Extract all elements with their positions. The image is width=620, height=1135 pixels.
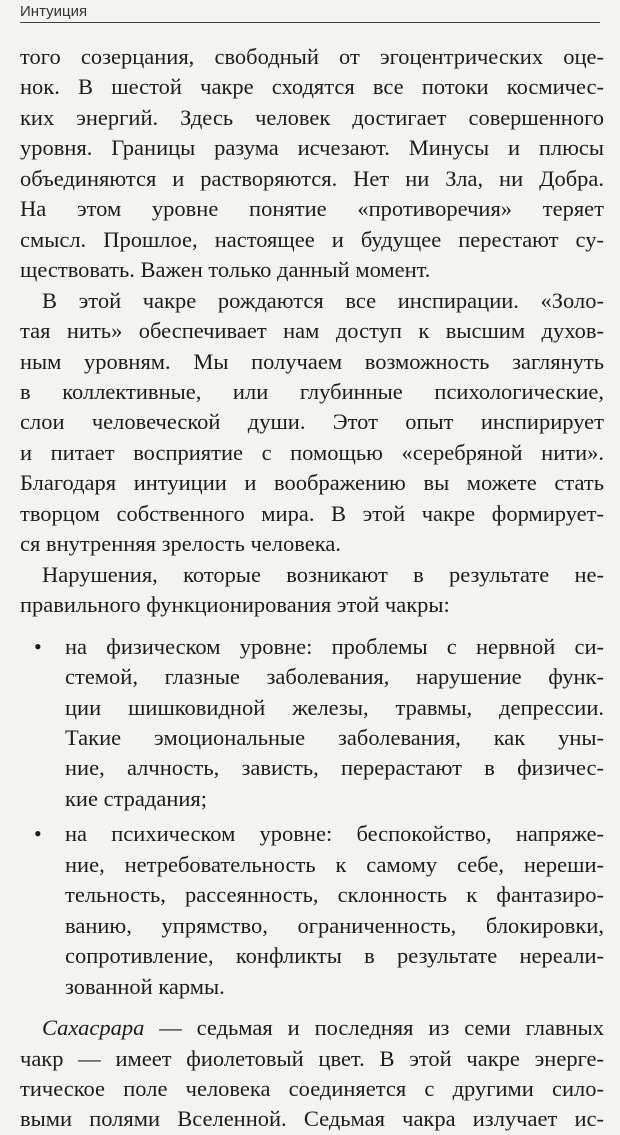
text-line: ществовать. Важен только данный момент. <box>20 257 431 283</box>
text-line: ции шишковидной железы, травмы, депрессии. <box>65 694 604 720</box>
text-line: чакр — имеет фиолетовый цвет. В этой чакре энерге- <box>20 1045 604 1071</box>
text-line: ких энергий. Здесь человек достигает совершенного <box>20 104 604 130</box>
text-line: стемой, глазные заболевания, нарушение функ- <box>65 664 604 690</box>
text-line: ние, алчность, зависть, перерастают в физичес- <box>65 755 604 781</box>
text-line: тая нить» обеспечивает нам доступ к высшим духов- <box>20 318 604 344</box>
text-line: смысл. Прошлое, настоящее и будущее перестают су- <box>20 226 604 252</box>
body-text <box>20 42 604 1135</box>
chakra-term: Сахасрара <box>42 1015 145 1041</box>
paragraph-1 <box>20 42 604 286</box>
text-line: объединяются и растворяются. Нет ни Зла, ни Добра. <box>20 165 604 191</box>
bullet-icon: • <box>34 821 42 847</box>
text-line: творцом собственного мира. В этой чакре формирует- <box>20 500 604 526</box>
text-line: сопротивление, конфликты в результате нереали- <box>65 943 604 969</box>
bullet-icon: • <box>34 633 42 659</box>
bullet-item-psychic <box>20 819 604 1002</box>
paragraph-2 <box>20 286 604 560</box>
text-line: Нарушения, которые возникают в результате не- <box>42 561 604 587</box>
paragraph-4 <box>20 1013 604 1135</box>
text-line: ся внутренняя зрелость человека. <box>20 531 341 557</box>
bullet-item-physical <box>20 632 604 815</box>
text-line: зованной кармы. <box>65 973 225 999</box>
text-line: ным уровням. Мы получаем возможность заглянуть <box>20 348 604 374</box>
text-line: слои человеческой души. Этот опыт инспирирует <box>20 409 604 435</box>
text-fragment: — седьмая и последняя из семи главных <box>144 1015 604 1041</box>
text-line: уровня. Границы разума исчезают. Минусы и плюсы <box>20 135 604 161</box>
text-line: тельность, рассеянность, склонность к фантазиро- <box>65 882 604 908</box>
text-line: кие страдания; <box>65 785 208 811</box>
text-line: правильного функционирования этой чакры: <box>20 592 450 618</box>
text-line <box>20 1013 604 1043</box>
text-line: В этой чакре рождаются все инспирации. «Золо- <box>42 287 604 313</box>
text-line: на физическом уровне: проблемы с нервной си- <box>65 633 604 659</box>
running-header: Интуиция <box>20 2 600 23</box>
text-line: того созерцания, свободный от эгоцентрических оце- <box>20 44 604 69</box>
paragraph-3 <box>20 560 604 621</box>
text-line: Такие эмоциональные заболевания, как уны- <box>65 724 604 750</box>
text-line: в коллективные, или глубинные психологические, <box>20 378 604 404</box>
text-line: и питает восприятие с помощью «серебряной нити». <box>20 439 604 465</box>
text-line: Благодаря интуиции и воображению вы можете стать <box>20 470 604 496</box>
text-line: выми полями Вселенной. Седьмая чакра излучает ис- <box>20 1106 604 1132</box>
text-line: На этом уровне понятие «противоречия» теряет <box>20 196 604 222</box>
text-line: на психическом уровне: беспокойство, напряже- <box>65 821 604 847</box>
text-line: нок. В шестой чакре сходятся все потоки космичес- <box>20 74 604 100</box>
text-line: ванию, упрямство, ограниченность, блокировки, <box>65 912 604 938</box>
text-line: тическое поле человека соединяется с другими сило- <box>20 1075 604 1101</box>
text-line: ние, нетребовательность к самому себе, нереши- <box>65 851 604 877</box>
